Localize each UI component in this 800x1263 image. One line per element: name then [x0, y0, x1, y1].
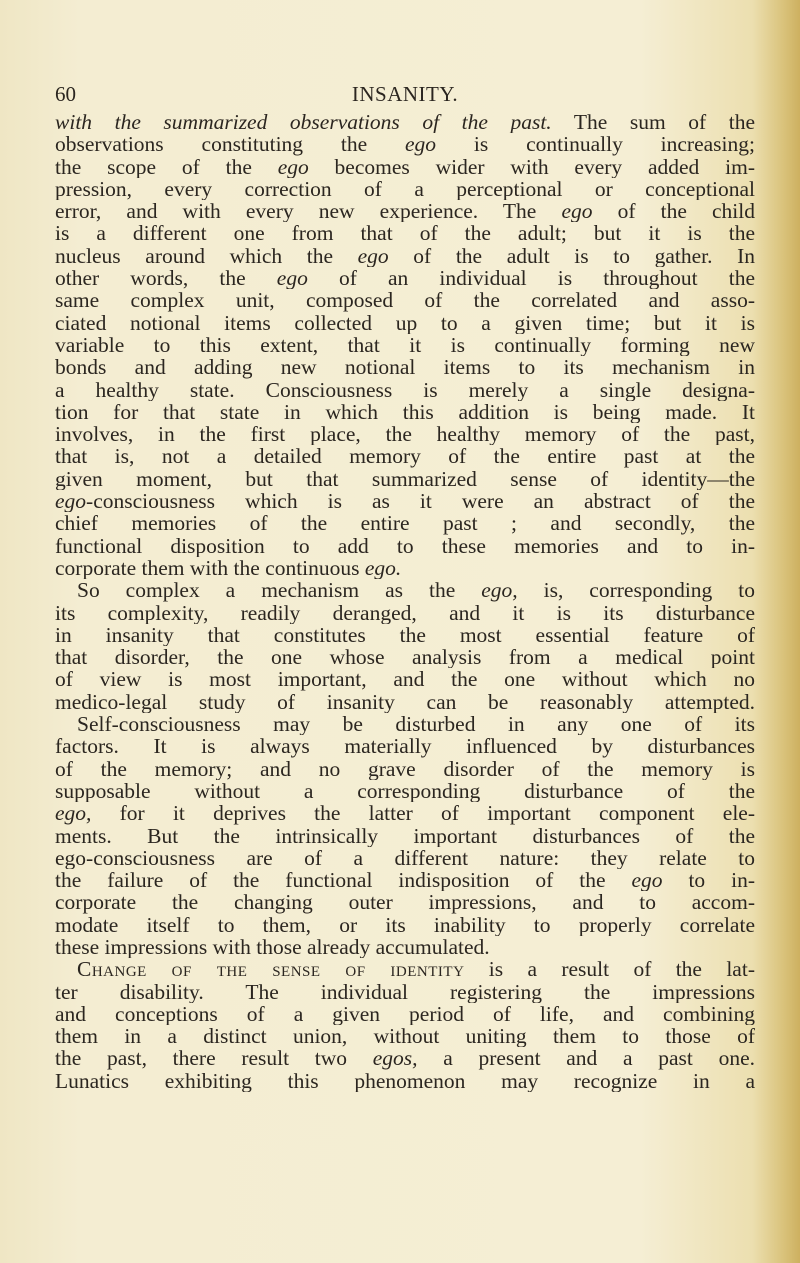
- text-line: [55, 1047, 755, 1069]
- text-line: [55, 445, 755, 467]
- text-line: [55, 111, 755, 133]
- text-segment: same complex unit, composed of the correlated and asso-: [55, 289, 755, 312]
- text-line: [55, 490, 755, 512]
- text-segment: is a result of the lat-: [464, 958, 755, 981]
- text-line: [55, 1025, 755, 1047]
- text-segment: ego-consciousness are of a different nature: they relate to: [55, 846, 755, 870]
- text-line: [55, 423, 755, 445]
- text-segment: nucleus around which the: [55, 244, 358, 268]
- text-segment: a present and a past one.: [417, 1047, 755, 1070]
- text-segment: error, and with every new experience. The: [55, 200, 562, 223]
- text-segment: to in-: [662, 869, 755, 892]
- italic-text: ego,: [481, 579, 518, 602]
- text-line: [55, 602, 755, 624]
- italic-text: ego: [631, 869, 663, 892]
- text-line: [55, 869, 755, 891]
- italic-text: ego.: [364, 556, 402, 580]
- text-line: [55, 646, 755, 668]
- text-line: [55, 981, 755, 1003]
- text-line: [55, 222, 755, 244]
- text-line: [55, 289, 755, 311]
- text-line: [55, 1070, 755, 1092]
- italic-text: with the summarized observations of the past.: [55, 111, 552, 134]
- text-segment: becomes wider with every added im-: [308, 155, 755, 178]
- text-line: [55, 758, 755, 780]
- text-segment: variable to this extent, that it is continually forming new: [55, 333, 755, 357]
- text-segment: Lunatics exhibiting this phenomenon may recognize in a: [55, 1069, 755, 1093]
- text-line: [55, 735, 755, 757]
- text-segment: in insanity that constitutes the most essential feature of: [55, 623, 755, 647]
- text-line: [55, 535, 755, 557]
- text-segment: of view is most important, and the one without which no: [55, 668, 755, 691]
- text-line: [55, 156, 755, 178]
- text-line: [55, 691, 755, 713]
- text-line: [55, 133, 755, 155]
- text-segment: its complexity, readily deranged, and it is its disturbance: [55, 601, 755, 624]
- text-segment: of the child: [592, 200, 755, 223]
- text-line: [55, 200, 755, 222]
- text-line: [55, 267, 755, 289]
- page-number: 60: [55, 82, 76, 106]
- text-segment: of an individual is throughout the: [307, 267, 755, 290]
- text-line: [55, 713, 755, 735]
- text-line: [55, 468, 755, 490]
- text-segment: ter disability. The individual registering the impressions: [55, 980, 755, 1003]
- text-line: [55, 312, 755, 334]
- text-line: [55, 379, 755, 401]
- text-line: [55, 958, 755, 980]
- text-line: [55, 178, 755, 200]
- text-segment: -consciousness which is as it were an abstract of the: [86, 490, 755, 513]
- text-segment: given moment, but that summarized sense of identity—the: [55, 467, 755, 491]
- text-segment: observations constituting the: [55, 133, 406, 156]
- text-segment: factors. It is always materially influenced by disturbances: [55, 735, 755, 758]
- text-segment: functional disposition to add to these memories and to in-: [55, 534, 755, 557]
- text-segment: for it deprives the latter of important component ele-: [91, 802, 755, 825]
- text-line: [55, 356, 755, 378]
- text-line: [55, 401, 755, 423]
- text-line: [55, 847, 755, 869]
- italic-text: ego: [276, 267, 308, 290]
- text-segment: medico-legal study of insanity can be reasonably attempted.: [55, 690, 755, 714]
- text-line: [55, 668, 755, 690]
- text-segment: The sum of the: [551, 111, 755, 134]
- text-segment: and conceptions of a given period of life, and combining: [55, 1002, 755, 1026]
- text-segment: ciated notional items collected up to a given time; but it is: [55, 311, 755, 334]
- text-line: [55, 334, 755, 356]
- italic-text: egos,: [372, 1047, 418, 1070]
- text-segment: pression, every correction of a perceptional or conceptional: [55, 177, 755, 201]
- text-line: [55, 825, 755, 847]
- text-segment: ments. But the intrinsically important disturbances of the: [55, 824, 755, 847]
- text-segment: is continually increasing;: [436, 133, 755, 156]
- body-text: [55, 111, 755, 1092]
- text-segment: the failure of the functional indisposition of the: [55, 869, 632, 892]
- page-header: [55, 82, 755, 108]
- text-segment: other words, the: [55, 267, 277, 290]
- text-segment: these impressions with those already accumulated.: [55, 935, 490, 959]
- text-segment: bonds and adding new notional items to its mechanism in: [55, 356, 755, 379]
- italic-text: ego,: [55, 802, 92, 825]
- text-segment: that is, not a detailed memory of the entire past at the: [55, 445, 755, 468]
- text-line: [55, 914, 755, 936]
- text-segment: modate itself to them, or its inability to properly correlate: [55, 913, 755, 936]
- text-segment: corporate them with the continuous: [55, 556, 365, 580]
- text-segment: that disorder, the one whose analysis from a medical point: [55, 646, 755, 669]
- running-title: INSANITY.: [351, 82, 459, 106]
- text-line: [55, 780, 755, 802]
- text-line: [55, 1003, 755, 1025]
- italic-text: ego: [357, 244, 389, 268]
- text-segment: the past, there result two: [55, 1047, 373, 1070]
- text-segment: involves, in the first place, the healthy memory of the past,: [55, 423, 755, 446]
- text-line: [55, 579, 755, 601]
- text-segment: corporate the changing outer impressions, and to accom-: [55, 891, 755, 914]
- small-caps-text: Change of the sense of identity: [77, 958, 465, 981]
- italic-text: ego: [55, 490, 87, 513]
- text-segment: the scope of the: [55, 155, 278, 178]
- text-segment: So complex a mechanism as the: [77, 579, 482, 602]
- text-segment: chief memories of the entire past ; and secondly, the: [55, 512, 755, 535]
- text-line: [55, 557, 755, 579]
- italic-text: ego: [277, 155, 309, 178]
- text-segment: Self-consciousness may be disturbed in any one of its: [77, 713, 755, 736]
- text-segment: is a different one from that of the adult; but it is the: [55, 222, 755, 245]
- text-line: [55, 802, 755, 824]
- text-line: [55, 891, 755, 913]
- italic-text: ego: [405, 133, 437, 156]
- text-segment: a healthy state. Consciousness is merely a single designa-: [55, 378, 755, 401]
- text-line: [55, 936, 755, 958]
- text-segment: of the adult is to gather. In: [388, 244, 755, 268]
- text-line: [55, 512, 755, 534]
- text-segment: of the memory; and no grave disorder of the memory is: [55, 757, 755, 780]
- italic-text: ego: [561, 200, 593, 223]
- text-segment: supposable without a corresponding disturbance of the: [55, 779, 755, 803]
- text-segment: them in a distinct union, without uniting them to those of: [55, 1025, 755, 1048]
- text-line: [55, 624, 755, 646]
- text-segment: tion for that state in which this addition is being made. It: [55, 400, 755, 424]
- text-line: [55, 245, 755, 267]
- text-segment: is, corresponding to: [517, 579, 755, 602]
